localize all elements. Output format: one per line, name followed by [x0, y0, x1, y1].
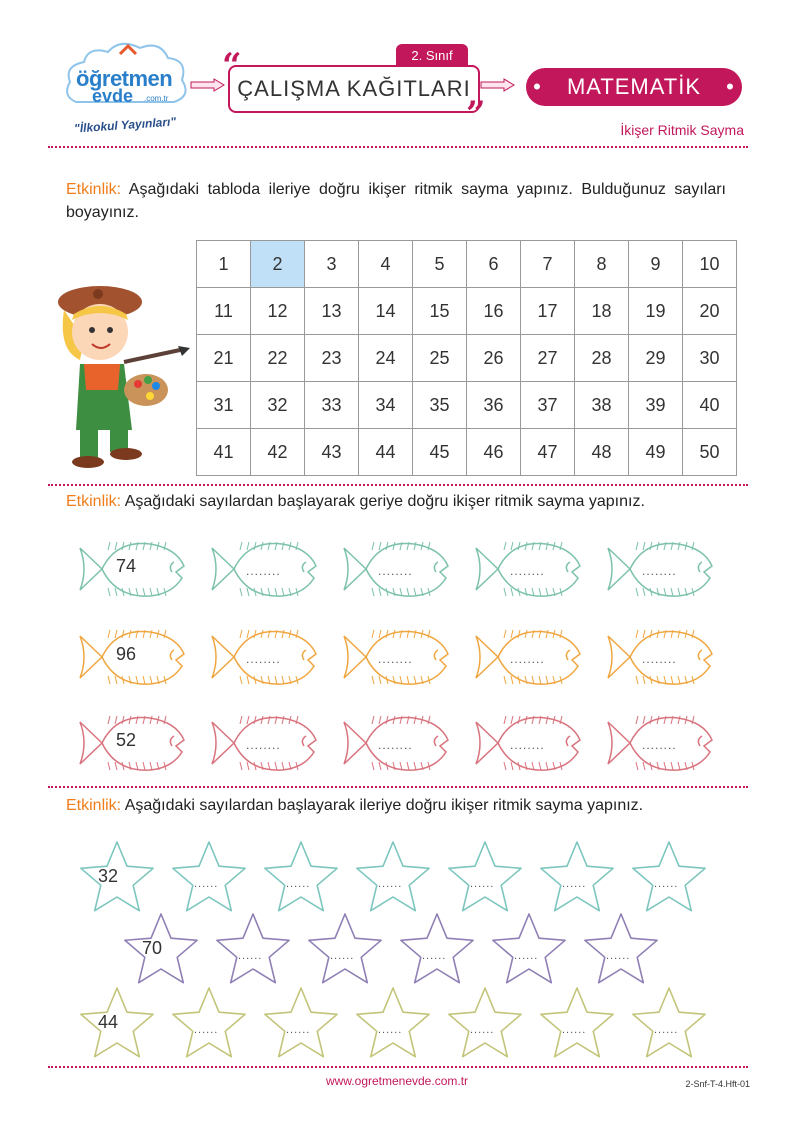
painter-child-illustration: [40, 280, 190, 470]
grid-cell[interactable]: 16: [467, 288, 521, 335]
page-title: ÇALIŞMA KAĞITLARI: [237, 76, 471, 101]
grid-cell[interactable]: 27: [521, 335, 575, 382]
grid-cell[interactable]: 45: [413, 429, 467, 476]
grid-cell[interactable]: 10: [683, 241, 737, 288]
grid-cell[interactable]: 3: [305, 241, 359, 288]
star-start-number: 32: [98, 866, 119, 886]
fish-blank[interactable]: [340, 624, 452, 690]
star-blank[interactable]: [580, 908, 662, 988]
star-blank-dots: ......: [654, 878, 679, 890]
star-blank[interactable]: [488, 908, 570, 988]
grid-cell[interactable]: 48: [575, 429, 629, 476]
grid-cell[interactable]: 40: [683, 382, 737, 429]
activity1-instruction: [66, 178, 726, 224]
grid-cell[interactable]: 17: [521, 288, 575, 335]
fish-blank[interactable]: [208, 536, 320, 602]
fish-blank-dots: ........: [378, 738, 413, 752]
star-start: [76, 982, 158, 1062]
star-outline-icon: [628, 836, 710, 916]
footer-url: www.ogretmenevde.com.tr: [325, 1074, 469, 1088]
star-start: [76, 836, 158, 916]
divider: [48, 786, 748, 788]
star-blank[interactable]: [168, 836, 250, 916]
fish-blank[interactable]: [472, 536, 584, 602]
fish-blank-dots: ........: [510, 738, 545, 752]
star-outline-icon: [212, 908, 294, 988]
star-blank-dots: ......: [378, 1024, 403, 1036]
star-blank[interactable]: [352, 836, 434, 916]
star-blank[interactable]: [536, 836, 618, 916]
fish-blank-dots: ........: [246, 652, 281, 666]
fish-blank-dots: ........: [246, 564, 281, 578]
star-outline-icon: [488, 908, 570, 988]
star-blank[interactable]: [212, 908, 294, 988]
fish-start-number: 52: [116, 730, 137, 750]
star-blank-dots: ......: [286, 878, 311, 890]
star-blank-dots: ......: [238, 950, 263, 962]
close-quote-icon: ”: [466, 94, 486, 134]
grid-cell[interactable]: 33: [305, 382, 359, 429]
grid-cell[interactable]: 11: [197, 288, 251, 335]
subject-badge: [526, 68, 742, 106]
footer-code: 2-Snf-T-4.Hft-01: [685, 1079, 750, 1089]
grid-cell[interactable]: 7: [521, 241, 575, 288]
star-blank[interactable]: [444, 836, 526, 916]
grid-cell[interactable]: 21: [197, 335, 251, 382]
open-quote-icon: “: [222, 46, 242, 86]
activity-text: Aşağıdaki tabloda ileriye doğru ikişer ritmik sayma yapınız. Bulduğunuz sayıları boyayınız.: [66, 181, 727, 221]
star-blank-dots: ......: [286, 1024, 311, 1036]
star-blank-dots: ......: [654, 1024, 679, 1036]
star-outline-icon: [580, 908, 662, 988]
fish-blank[interactable]: [208, 624, 320, 690]
grid-cell[interactable]: 13: [305, 288, 359, 335]
divider: [48, 146, 748, 148]
star-blank-dots: ......: [470, 878, 495, 890]
grid-cell[interactable]: 30: [683, 335, 737, 382]
grid-cell[interactable]: 6: [467, 241, 521, 288]
grid-cell[interactable]: 46: [467, 429, 521, 476]
activity2-instruction: [66, 490, 726, 513]
grid-cell[interactable]: 29: [629, 335, 683, 382]
grid-cell[interactable]: 14: [359, 288, 413, 335]
grid-cell[interactable]: 44: [359, 429, 413, 476]
grid-cell[interactable]: 50: [683, 429, 737, 476]
grid-cell[interactable]: 42: [251, 429, 305, 476]
star-blank[interactable]: [444, 982, 526, 1062]
fish-blank[interactable]: [472, 710, 584, 776]
star-start: [120, 908, 202, 988]
topic-label: İkişer Ritmik Sayma: [620, 122, 744, 138]
grid-cell[interactable]: 15: [413, 288, 467, 335]
title-box: [228, 65, 480, 113]
grid-row: [197, 382, 737, 429]
fish-start: [76, 624, 188, 690]
grid-cell[interactable]: 43: [305, 429, 359, 476]
grid-cell[interactable]: 9: [629, 241, 683, 288]
grid-cell[interactable]: 31: [197, 382, 251, 429]
grid-cell[interactable]: 28: [575, 335, 629, 382]
star-blank-dots: ......: [562, 878, 587, 890]
star-blank-dots: ......: [194, 878, 219, 890]
grid-cell[interactable]: 25: [413, 335, 467, 382]
grid-row: [197, 241, 737, 288]
star-outline-icon: [396, 908, 478, 988]
grid-row: [197, 288, 737, 335]
grid-cell[interactable]: 23: [305, 335, 359, 382]
grid-cell[interactable]: 22: [251, 335, 305, 382]
star-blank[interactable]: [628, 836, 710, 916]
divider: [48, 484, 748, 486]
star-blank[interactable]: [260, 836, 342, 916]
grid-row: [197, 335, 737, 382]
logo-brand-line2: evde: [92, 86, 134, 106]
grid-cell[interactable]: 2: [251, 241, 305, 288]
grid-cell[interactable]: 35: [413, 382, 467, 429]
grid-cell[interactable]: 8: [575, 241, 629, 288]
star-blank-dots: ......: [514, 950, 539, 962]
star-blank[interactable]: [628, 982, 710, 1062]
star-outline-icon: [444, 836, 526, 916]
grid-cell[interactable]: 32: [251, 382, 305, 429]
fish-blank[interactable]: [604, 536, 716, 602]
logo-slogan: "İlkokul Yayınları": [73, 114, 177, 136]
grid-cell[interactable]: 12: [251, 288, 305, 335]
divider: [48, 1066, 748, 1068]
grid-cell[interactable]: 5: [413, 241, 467, 288]
star-outline-icon: [536, 836, 618, 916]
fish-blank[interactable]: [208, 710, 320, 776]
star-blank[interactable]: [304, 908, 386, 988]
star-blank-dots: ......: [378, 878, 403, 890]
activity-label: Etkinlik:: [66, 493, 122, 510]
grid-cell[interactable]: 19: [629, 288, 683, 335]
star-blank[interactable]: [168, 982, 250, 1062]
star-outline-icon: [168, 982, 250, 1062]
star-start-number: 44: [98, 1012, 119, 1032]
activity-text: Aşağıdaki sayılardan başlayarak geriye doğru ikişer ritmik sayma yapınız.: [124, 493, 645, 510]
fish-blank-dots: ........: [378, 564, 413, 578]
star-outline-icon: [168, 836, 250, 916]
fish-blank-dots: ........: [642, 652, 677, 666]
grid-cell[interactable]: 26: [467, 335, 521, 382]
star-blank-dots: ......: [606, 950, 631, 962]
logo-brand-line1: öğretmen: [76, 66, 173, 91]
fish-blank-dots: ........: [642, 738, 677, 752]
logo-tld: .com.tr: [144, 94, 169, 103]
grid-row: [197, 429, 737, 476]
star-start-number: 70: [142, 938, 163, 958]
fish-start: [76, 710, 188, 776]
grid-cell[interactable]: 1: [197, 241, 251, 288]
fish-start-number: 74: [116, 556, 137, 576]
star-outline-icon: [304, 908, 386, 988]
grid-cell[interactable]: 37: [521, 382, 575, 429]
star-blank-dots: ......: [194, 1024, 219, 1036]
grid-cell[interactable]: 38: [575, 382, 629, 429]
fish-blank-dots: ........: [510, 564, 545, 578]
logo: [62, 40, 192, 136]
fish-blank[interactable]: [340, 536, 452, 602]
fish-blank-dots: ........: [378, 652, 413, 666]
star-outline-icon: [628, 982, 710, 1062]
grid-cell[interactable]: 47: [521, 429, 575, 476]
star-outline-icon: [444, 982, 526, 1062]
activity-text: Aşağıdaki sayılardan başlayarak ileriye doğru ikişer ritmik sayma yapınız.: [124, 797, 644, 814]
activity-label: Etkinlik:: [66, 797, 122, 814]
grade-tab: 2. Sınıf: [396, 44, 468, 68]
fish-start-number: 96: [116, 644, 137, 664]
activity3-instruction: [66, 794, 726, 817]
fish-blank[interactable]: [604, 710, 716, 776]
star-blank[interactable]: [536, 982, 618, 1062]
star-outline-icon: [260, 836, 342, 916]
star-outline-icon: [352, 836, 434, 916]
grid-cell[interactable]: 20: [683, 288, 737, 335]
fish-blank[interactable]: [604, 624, 716, 690]
star-blank-dots: ......: [470, 1024, 495, 1036]
activity-label: Etkinlik:: [66, 181, 122, 198]
grid-cell[interactable]: 49: [629, 429, 683, 476]
grid-cell[interactable]: 4: [359, 241, 413, 288]
fish-blank-dots: ........: [246, 738, 281, 752]
fish-blank-dots: ........: [510, 652, 545, 666]
fish-blank[interactable]: [472, 624, 584, 690]
star-blank-dots: ......: [330, 950, 355, 962]
arrow-right-icon: [480, 78, 516, 92]
star-blank[interactable]: [260, 982, 342, 1062]
bullet-icon: •: [533, 74, 542, 99]
fish-start: [76, 536, 188, 602]
star-outline-icon: [536, 982, 618, 1062]
grid-cell[interactable]: 34: [359, 382, 413, 429]
star-blank-dots: ......: [562, 1024, 587, 1036]
grid-cell[interactable]: 41: [197, 429, 251, 476]
grid-cell[interactable]: 24: [359, 335, 413, 382]
grid-cell[interactable]: 39: [629, 382, 683, 429]
fish-blank[interactable]: [340, 710, 452, 776]
number-grid: [196, 240, 737, 476]
grid-cell[interactable]: 36: [467, 382, 521, 429]
star-blank[interactable]: [396, 908, 478, 988]
subject-label: MATEMATİK: [566, 74, 702, 99]
star-blank-dots: ......: [422, 950, 447, 962]
arrow-right-icon: [190, 78, 226, 92]
grid-cell[interactable]: 18: [575, 288, 629, 335]
bullet-icon: •: [726, 74, 735, 99]
star-outline-icon: [260, 982, 342, 1062]
fish-blank-dots: ........: [642, 564, 677, 578]
star-outline-icon: [352, 982, 434, 1062]
star-blank[interactable]: [352, 982, 434, 1062]
